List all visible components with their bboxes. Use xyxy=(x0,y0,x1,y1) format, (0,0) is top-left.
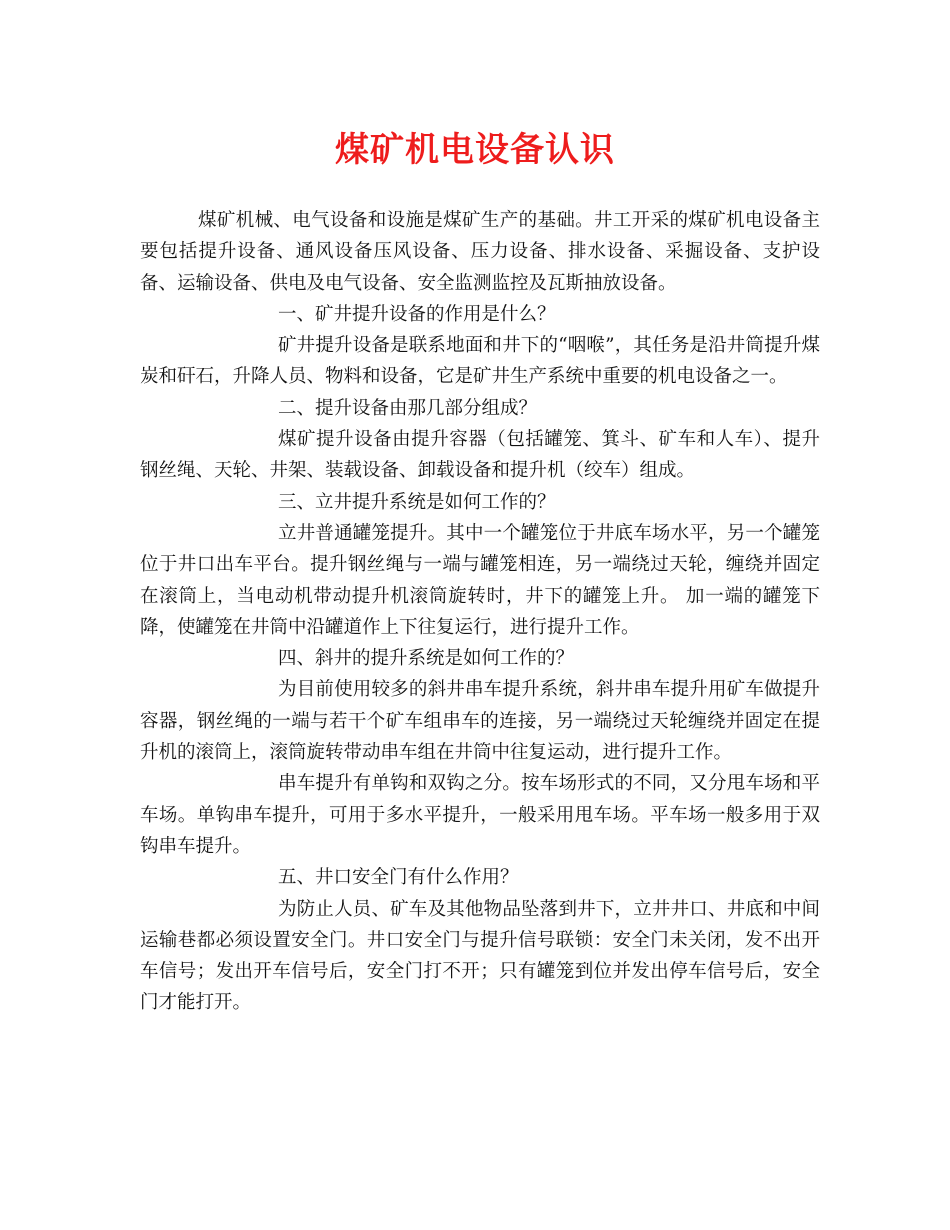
section-paragraph-3: 立井普通罐笼提升。其中一个罐笼位于井底车场水平，另一个罐笼位于井口出车平台。提升钢丝绳与一端与罐笼相连，另一端绕过天轮，缠绕并固定在滚筒上，当电动机带动提升机滚筒旋转时，井下的罐笼上升。 加一端的罐笼下降，使罐笼在井筒中沿罐道作上下往复运行，进行提升工作。 xyxy=(140,522,820,638)
section-heading-3: 三、立井提升系统是如何工作的？ xyxy=(278,491,556,513)
section-heading-4: 四、斜井的提升系统是如何工作的？ xyxy=(278,648,575,670)
section-paragraph-5: 为防止人员、矿车及其他物品坠落到井下，立井井口、井底和中间运输巷都必须设置安全门。井口安全门与提升信号联锁：安全门未关闭，发不出开车信号；发出开车信号后，安全门打不开；只有罐笼到位并发出停车信号后，安全门才能打开。 xyxy=(140,898,820,1014)
section-heading-1: 一、矿井提升设备的作用是什么？ xyxy=(278,303,556,325)
section-paragraph-2: 煤矿提升设备由提升容器（包括罐笼、箕斗、矿车和人车）、提升钢丝绳、天轮、井架、装载设备、卸载设备和提升机（绞车）组成。 xyxy=(140,429,820,482)
section-paragraph-4b: 串车提升有单钩和双钩之分。按车场形式的不同，又分甩车场和平车场。单钩串车提升，可用于多水平提升，一般采用甩车场。平车场一般多用于双钩串车提升。 xyxy=(140,773,820,857)
section-paragraph-4a: 为目前使用较多的斜井串车提升系统，斜井串车提升用矿车做提升容器，钢丝绳的一端与若干个矿车组串车的连接，另一端绕过天轮缠绕并固定在提升机的滚筒上，滚筒旋转带动串车组在井筒中往复运动，进行提升工作。 xyxy=(140,679,820,764)
intro-paragraph: 煤矿机械、电气设备和设施是煤矿生产的基础。井工开采的煤矿机电设备主要包括提升设备、通风设备压风设备、压力设备、排水设备、采掘设备、支护设备、运输设备、供电及电气设备、安全监测监控及瓦斯抽放设备。 xyxy=(140,210,820,294)
section-heading-5: 五、井口安全门有什么作用？ xyxy=(278,867,519,889)
section-heading-2: 二、提升设备由那几部分组成？ xyxy=(278,397,538,419)
document-body xyxy=(140,205,820,1019)
section-paragraph-1: 矿井提升设备是联系地面和井下的“咽喉”，其任务是沿井筒提升煤炭和矸石，升降人员、物料和设备，它是矿井生产系统中重要的机电设备之一。 xyxy=(140,335,820,388)
page-title: 煤矿机电设备认识 xyxy=(335,130,615,170)
